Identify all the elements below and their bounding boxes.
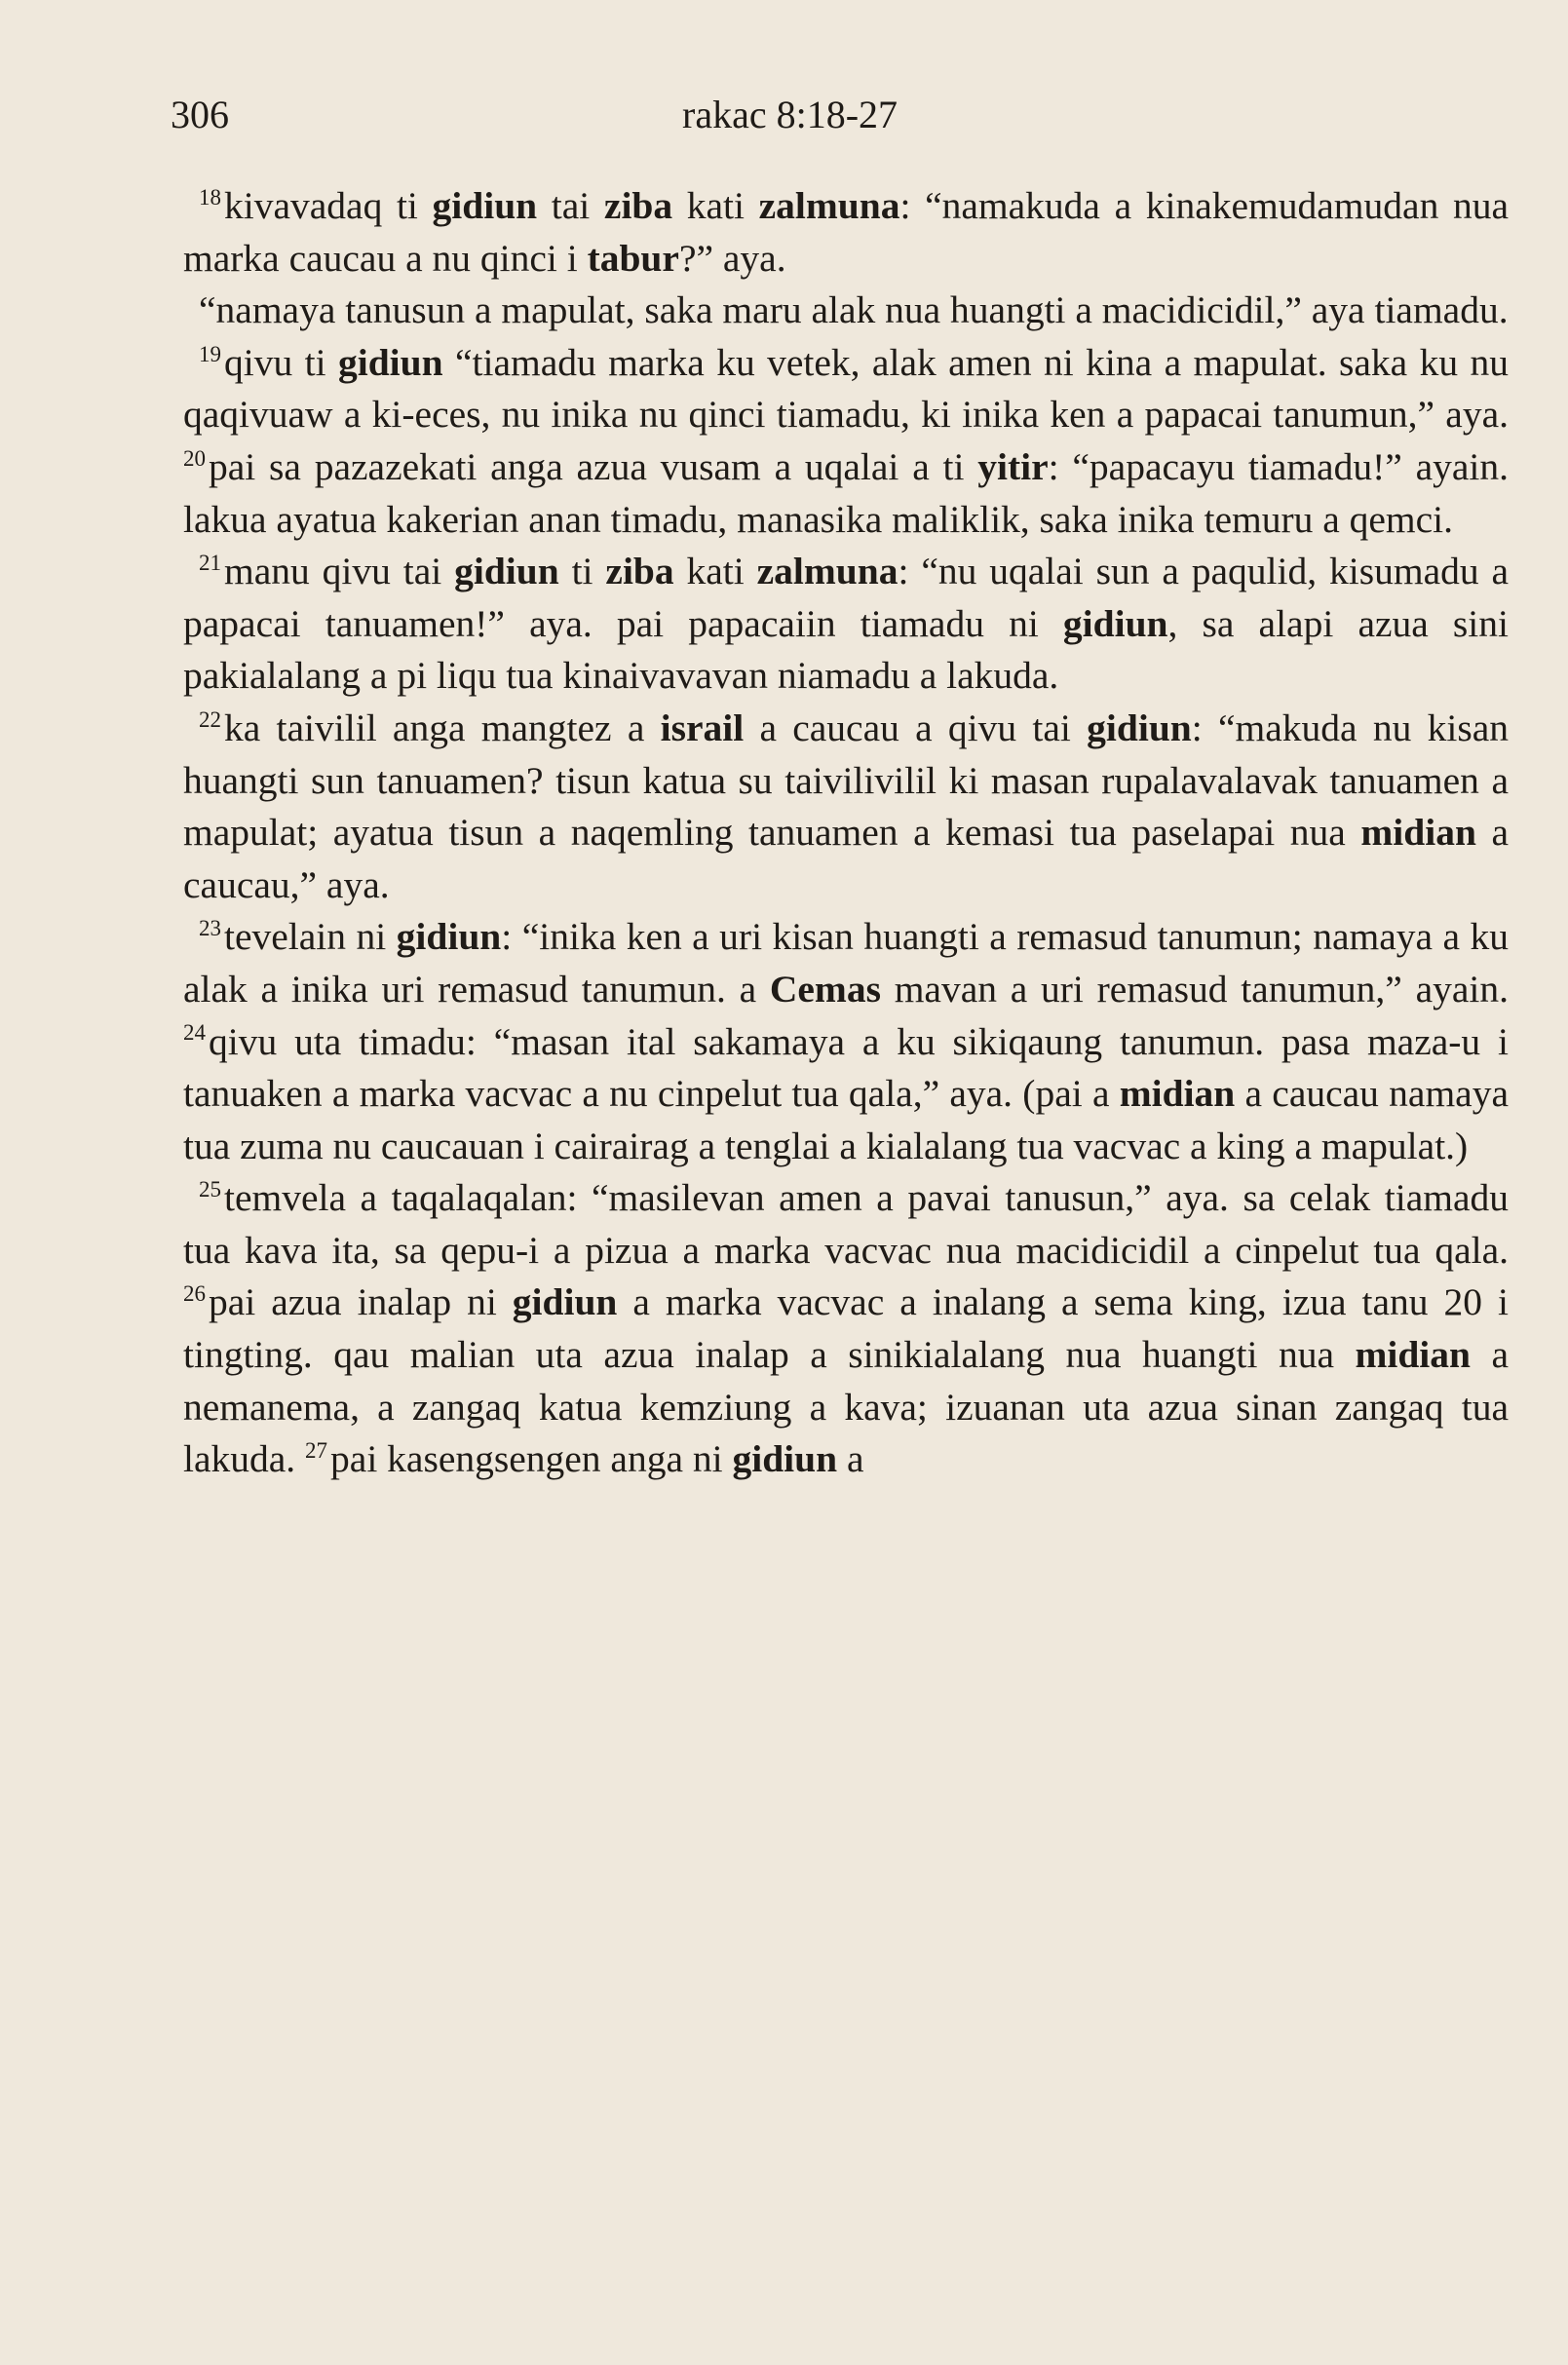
verse-number: 21: [199, 550, 221, 575]
paragraph: [183, 337, 1509, 546]
text-run: a caucau,” aya.: [183, 811, 1509, 906]
bold-name: gidiun: [732, 1437, 838, 1481]
text-run: kati: [672, 184, 759, 227]
bold-name: israil: [660, 706, 745, 749]
text-run: “namaya tanusun a mapulat, saka maru alak nua huangti a macidicidil,” aya tiamadu.: [199, 288, 1509, 332]
text-run: temvela a taqalaqalan: “masilevan amen a pavai tanusun,” aya. sa celak tiamadu tua kava ita, sa qepu-i a pizua a marka vacvac nua macidicidil a cinpelut tua qala.: [183, 1176, 1509, 1272]
text-run: qivu uta timadu: “masan ital sakamaya a ku sikiqaung tanumun. pasa maza-u i tanuaken a marka vacvac a nu cinpelut tua qala,” aya. (pai a: [183, 1019, 1509, 1116]
text-run: pai azua inalap ni: [209, 1280, 513, 1324]
text-run: a caucau namaya tua zuma nu caucauan i cairairag a tenglai a kialalang tua vacvac a king a mapulat.): [183, 1072, 1509, 1167]
verse-number: 19: [199, 341, 221, 366]
text-run: ka taivilil anga mangtez a: [224, 706, 661, 749]
bold-name: gidiun: [432, 184, 538, 227]
verse-number: 27: [305, 1438, 328, 1463]
bold-name: gidiun: [396, 915, 502, 959]
bold-name: gidiun: [1062, 601, 1168, 645]
text-run: manu qivu tai: [224, 550, 455, 593]
verse-number: 26: [183, 1281, 206, 1307]
text-run: tevelain ni: [224, 915, 397, 959]
bold-name: ziba: [605, 550, 674, 593]
verse-number: 25: [199, 1177, 221, 1202]
text-run: kati: [673, 550, 757, 593]
paragraph: [183, 285, 1509, 337]
text-run: : “papacayu tiamadu!” ayain. lakua ayatua kakerian anan timadu, manasika maliklik, saka inika temuru a qemci.: [183, 444, 1509, 541]
bold-name: zalmuna: [758, 184, 900, 227]
text-run: kivavadaq ti: [224, 184, 433, 227]
bold-name: midian: [1360, 811, 1476, 855]
text-run: mavan a uri remasud tanumun,” ayain.: [880, 967, 1509, 1011]
bold-name: Cemas: [769, 967, 881, 1011]
text-run: : “makuda nu kisan huangti sun tanuamen? tisun katua su taivilivilil ki masan rupalavalavak tanuamen a mapulat; ayatua tisun a naqemling tanuamen a kemasi tua paselapai nua: [183, 706, 1509, 855]
text-run: : “inika ken a uri kisan huangti a remasud tanumun; namaya a ku alak a inika uri remasud tanumun. a: [183, 915, 1509, 1011]
paragraph: [183, 911, 1509, 1172]
text-run: qivu ti: [224, 340, 338, 384]
verse-number: 20: [183, 445, 206, 471]
verse-number: 18: [199, 184, 221, 210]
verse-number: 23: [199, 916, 221, 941]
bold-name: gidiun: [512, 1280, 618, 1324]
verse-number: 24: [183, 1020, 206, 1046]
text-run: tai: [537, 184, 604, 227]
page-header: [171, 86, 1398, 144]
page-number: 306: [171, 93, 229, 136]
text-run: : “namakuda a kinakemudamudan nua marka caucau a nu qinci i: [183, 184, 1509, 280]
bold-name: ziba: [603, 184, 673, 227]
bold-name: midian: [1119, 1072, 1236, 1116]
text-run: pai sa pazazekati anga azua vusam a uqalai a ti: [209, 444, 978, 488]
bold-name: yitir: [977, 444, 1049, 488]
paragraph: [183, 1172, 1509, 1486]
verse-number: 22: [199, 706, 221, 732]
text-run: : “nu uqalai sun a paqulid, kisumadu a papacai tanuamen!” aya. pai papacaiin tiamadu ni: [183, 550, 1510, 645]
text-run: “tiamadu marka ku vetek, alak amen ni kina a mapulat. saka ku nu qaqivuaw a ki-eces, nu inika nu qinci tiamadu, ki inika ken a papacai tanumun,” aya.: [183, 340, 1509, 437]
text-run: a nemanema, a zangaq katua kemziung a kava; izuanan uta azua sinan zangaq tua lakuda.: [183, 1333, 1509, 1481]
text-run: ?” aya.: [678, 236, 786, 280]
text-run: ti: [558, 550, 606, 593]
bold-name: midian: [1355, 1333, 1471, 1377]
running-head: rakac 8:18-27: [682, 93, 899, 136]
text-run: a marka vacvac a inalang a sema king, izua tanu 20 i tingting. qau malian uta azua inalap a sinikialalang nua huangti nua: [183, 1280, 1509, 1377]
text-run: a: [837, 1437, 864, 1481]
bold-name: gidiun: [337, 340, 443, 384]
bold-name: gidiun: [1087, 706, 1192, 749]
bold-name: tabur: [587, 236, 679, 280]
bold-name: gidiun: [454, 550, 559, 593]
body-text: [183, 180, 1509, 1486]
paragraph: [183, 703, 1509, 911]
paragraph: [183, 546, 1509, 703]
text-run: pai kasengsengen anga ni: [330, 1437, 733, 1481]
paragraph: [183, 180, 1509, 285]
text-run: , sa alapi azua sini pakialalang a pi liqu tua kinaivavavan niamadu a lakuda.: [183, 601, 1509, 698]
text-run: a caucau a qivu tai: [744, 706, 1088, 749]
bold-name: zalmuna: [756, 550, 899, 593]
